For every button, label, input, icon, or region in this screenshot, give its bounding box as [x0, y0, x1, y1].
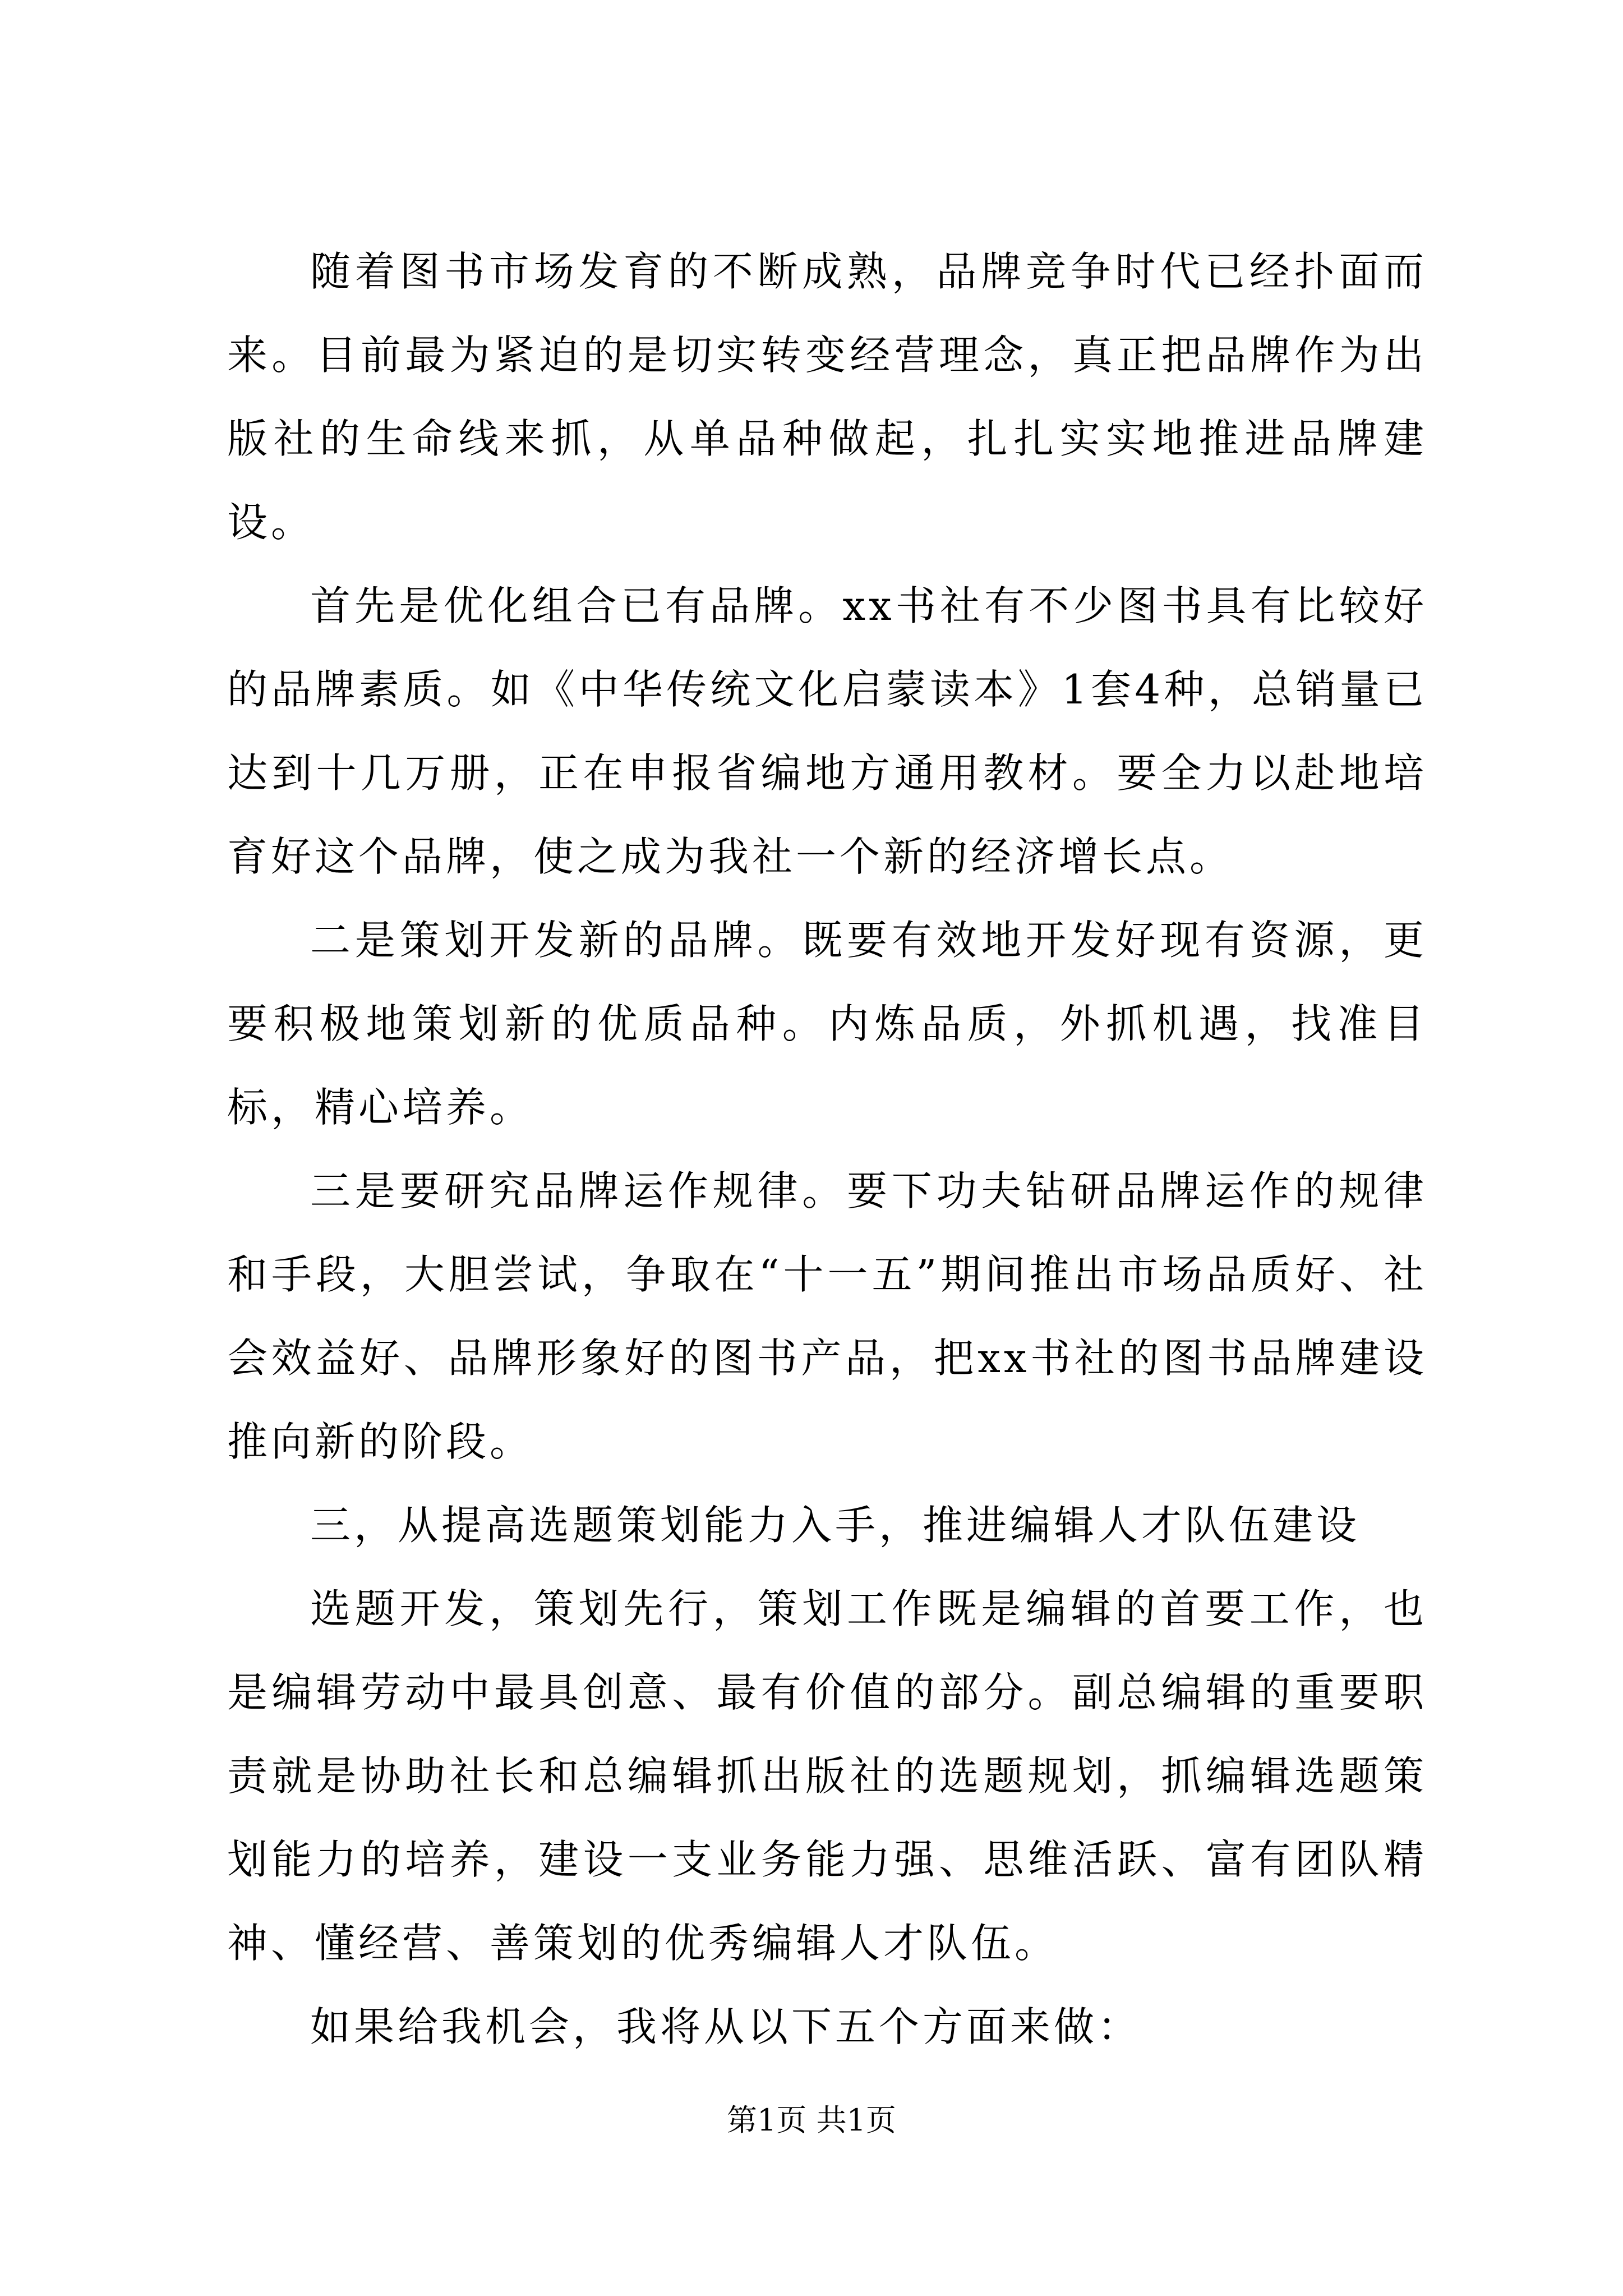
paragraph-optimize-brands: 首先是优化组合已有品牌。xx书社有不少图书具有比较好的品牌素质。如《中华传统文化启蒙读本》1套4种，总销量已达到十几万册，正在申报省编地方通用教材。要全力以赴地培育好这个品牌，使之成为我社一个新的经济增长点。 — [227, 582, 1427, 880]
document-body — [227, 230, 1427, 2069]
paragraph-develop-new-brands: 二是策划开发新的品牌。既要有效地开发好现有资源，更要积极地策划新的优质品种。内炼品质，外抓机遇，找准目标，精心培养。 — [227, 917, 1427, 1131]
section-heading-editorial-team: 三，从提高选题策划能力入手，推进编辑人才队伍建设 — [310, 1502, 1361, 1549]
paragraph-brand-operation-rules: 三是要研究品牌运作规律。要下功夫钻研品牌运作的规律和手段，大胆尝试，争取在“十一五”期间推出市场品质好、社会效益好、品牌形象好的图书产品，把xx书社的图书品牌建设推向新的阶段。 — [227, 1167, 1427, 1465]
paragraph-five-aspects: 如果给我机会，我将从以下五个方面来做： — [310, 2003, 1142, 2050]
page-footer: 第1页 共1页 — [727, 2102, 896, 2138]
paragraph-brand-intro: 随着图书市场发育的不断成熟，品牌竞争时代已经扑面而来。目前最为紧迫的是切实转变经营理念，真正把品牌作为出版社的生命线来抓，从单品种做起，扎扎实实地推进品牌建设。 — [227, 248, 1427, 546]
paragraph-topic-planning: 选题开发，策划先行，策划工作既是编辑的首要工作，也是编辑劳动中最具创意、最有价值的部分。副总编辑的重要职责就是协助社长和总编辑抓出版社的选题规划，抓编辑选题策划能力的培养，建设一支业务能力强、思维活跃、富有团队精神、懂经营、善策划的优秀编辑人才队伍。 — [227, 1585, 1427, 1967]
